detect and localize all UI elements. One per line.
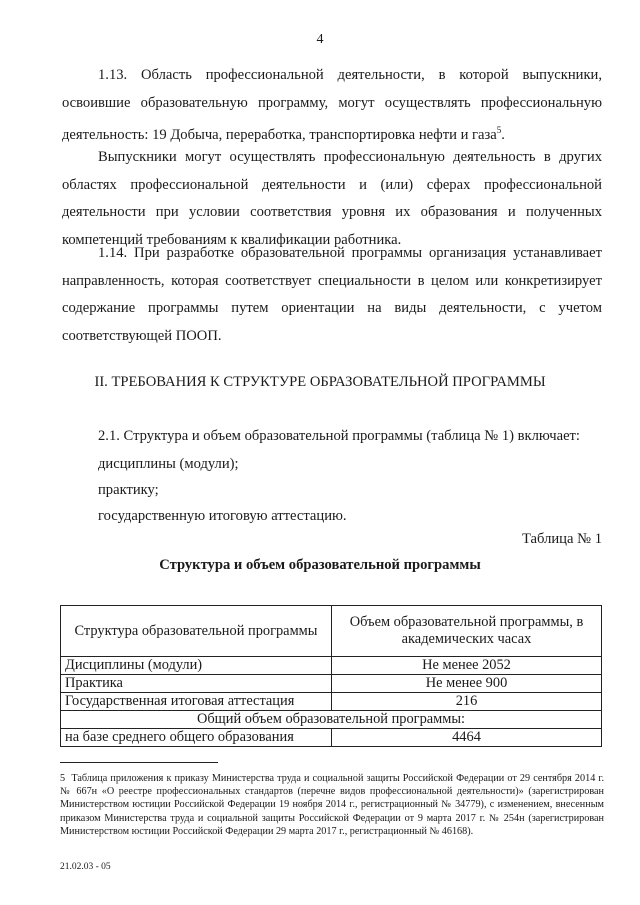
footnote-divider xyxy=(60,762,218,763)
table-header-row xyxy=(61,606,602,657)
table-row xyxy=(61,657,602,675)
table-cell: Дисциплины (модули) xyxy=(61,657,332,675)
footnote xyxy=(60,772,604,838)
clause-1-14: 1.14. При разработке образовательной программы организация устанавливает направленность, которая соответствует специальности в целом или конкретизирует содержание программы путем ориентации на виды деятельности, с учетом соответствующей ПООП. xyxy=(62,245,602,344)
table-row xyxy=(61,675,602,693)
table-header-cell: Объем образовательной программы, в академических часах xyxy=(332,606,602,657)
table-total-label: Общий объем образовательной программы: xyxy=(61,711,602,729)
table-row xyxy=(61,693,602,711)
section-heading: II. ТРЕБОВАНИЯ К СТРУКТУРЕ ОБРАЗОВАТЕЛЬНОЙ ПРОГРАММЫ xyxy=(94,374,546,390)
clause-1-13: 1.13. Область профессиональной деятельности, в которой выпускники, освоившие образовательную программу, могут осуществлять профессиональную деятельность: 19 Добыча, переработка, транспортировка нефти и газа$^5$. xyxy=(62,67,602,143)
clause-2-1-item: практику; xyxy=(98,482,159,498)
table-total-label-row xyxy=(61,711,602,729)
clause-2-1-item: дисциплины (модули); xyxy=(98,456,239,472)
footnote-text: Таблица приложения к приказу Министерства труда и социальной защиты Российской Федерации от 29 сентября 2014 г. № 667н «О реестре профессиональных стандартов (перечне видов профессиональной деятельности)» (зарегистрирован Министерством юстиции Российской Федерации 19 ноября 2014 г., регистрационный № 34779), с изменением, внесенным приказом Министерства труда и социальной защиты Российской Федерации от 9 марта 2017 г. № 254н (зарегистрирован Министерством юстиции Российской Федерации 29 марта 2017 г., регистрационный № 46168). xyxy=(60,773,604,837)
table-cell: Не менее 2052 xyxy=(332,657,602,675)
document-code: 21.02.03 - 05 xyxy=(60,862,111,872)
table-row xyxy=(61,729,602,747)
page-number: 4 xyxy=(316,32,324,47)
table-cell: Государственная итоговая аттестация xyxy=(61,693,332,711)
table-cell: на базе среднего общего образования xyxy=(61,729,332,747)
footnote-ref: 5 xyxy=(496,125,502,135)
footnote-number: 5 xyxy=(60,773,66,784)
table-cell: 4464 xyxy=(332,729,602,747)
table-title: Структура и объем образовательной программы xyxy=(159,557,481,573)
graduates-paragraph: Выпускники могут осуществлять профессиональную деятельность в других областях профессиональной деятельности и (или) сферах профессиональной деятельности при условии соответствия уровня их образования и полученных компетенций требованиям к квалификации работника. xyxy=(62,149,602,248)
clause-2-1-intro: 2.1. Структура и объем образовательной программы (таблица № 1) включает: xyxy=(98,428,580,444)
table-header-cell: Структура образовательной программы xyxy=(61,606,332,657)
table-cell: Не менее 900 xyxy=(332,675,602,693)
table-cell: Практика xyxy=(61,675,332,693)
clause-2-1-item: государственную итоговую аттестацию. xyxy=(98,508,347,524)
structure-table xyxy=(60,605,602,747)
table-label: Таблица № 1 xyxy=(522,531,602,547)
table-cell: 216 xyxy=(332,693,602,711)
